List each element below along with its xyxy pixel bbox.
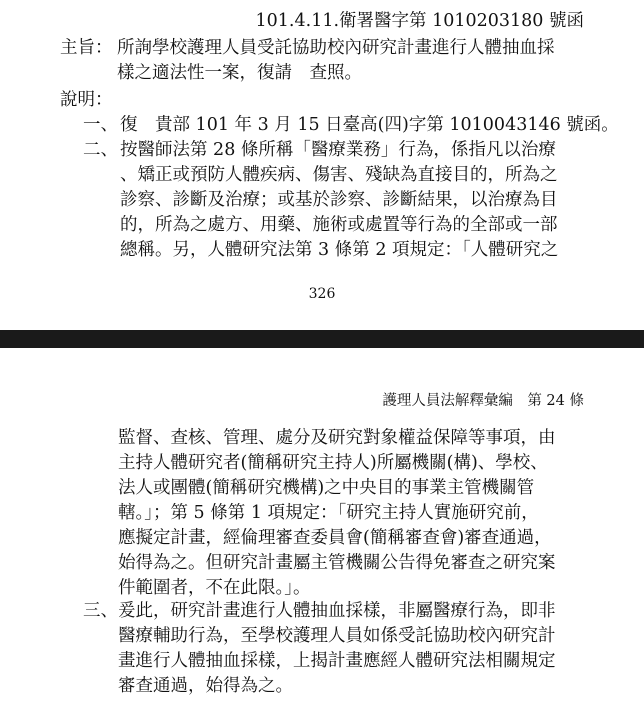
item-text-line: 爰此，研究計畫進行人體抽血採樣，非屬醫療行為，即非 xyxy=(118,601,556,621)
continuation-line: 主持人體研究者(簡稱研究主持人)所屬機關(構)、學校、 xyxy=(118,453,548,473)
item-text-line: 按醫師法第 28 條所稱「醫療業務」行為，係指凡以治療 xyxy=(120,140,556,160)
item-number: 二、 xyxy=(83,140,118,160)
continuation-line: 件範圍者，不在此限。」。 xyxy=(118,578,311,598)
item-text-line: 總稱。另，人體研究法第 3 條第 2 項規定：「人體研究之 xyxy=(120,240,559,260)
continuation-line: 應擬定計畫，經倫理審查委員會(簡稱審查會)審查通過， xyxy=(118,528,552,548)
item-number: 三、 xyxy=(83,601,118,621)
continuation-line: 監督、查核、管理、處分及研究對象權益保障等事項，由 xyxy=(118,428,556,448)
subject-label: 主旨： xyxy=(60,38,113,58)
item-text-line: 的，所為之處方、用藥、施術或處置等行為的全部或一部 xyxy=(120,215,558,235)
reference-number: 101.4.11.衛署醫字第 1010203180 號函 xyxy=(255,11,584,31)
item-text-line: 、矯正或預防人體疾病、傷害、殘缺為直接目的，所為之 xyxy=(120,165,558,185)
item-text-line: 審查通過，始得為之。 xyxy=(118,676,293,696)
page-number: 326 xyxy=(308,286,336,302)
item-text-line: 醫療輔助行為，至學校護理人員如係受託協助校內研究計 xyxy=(118,626,556,646)
subject-line: 所詢學校護理人員受託協助校內研究計畫進行人體抽血採 xyxy=(117,38,555,58)
page-divider xyxy=(0,330,644,348)
continuation-line: 轄。」；第 5 條第 1 項規定：「研究主持人實施研究前， xyxy=(118,503,539,523)
continuation-line: 法人或團體(簡稱研究機構)之中央目的事業主管機關管 xyxy=(118,478,535,498)
item-text-line: 畫進行人體抽血採樣，上揭計畫應經人體研究法相關規定 xyxy=(118,651,556,671)
document-page-upper xyxy=(0,0,644,330)
item-number: 一、 xyxy=(83,115,118,135)
running-header: 護理人員法解釋彙編 第 24 條 xyxy=(382,393,584,409)
document-page-lower xyxy=(0,348,644,725)
subject-line: 樣之適法性一案，復請 查照。 xyxy=(117,63,362,83)
item-text-line: 診察、診斷及治療；或基於診察、診斷結果，以治療為目 xyxy=(120,190,558,210)
explanation-label: 說明： xyxy=(60,90,113,110)
item-text: 復 貴部 101 年 3 月 15 日臺高(四)字第 1010043146 號函。 xyxy=(120,115,619,135)
continuation-line: 始得為之。但研究計畫屬主管機關公告得免審查之研究案 xyxy=(118,553,556,573)
